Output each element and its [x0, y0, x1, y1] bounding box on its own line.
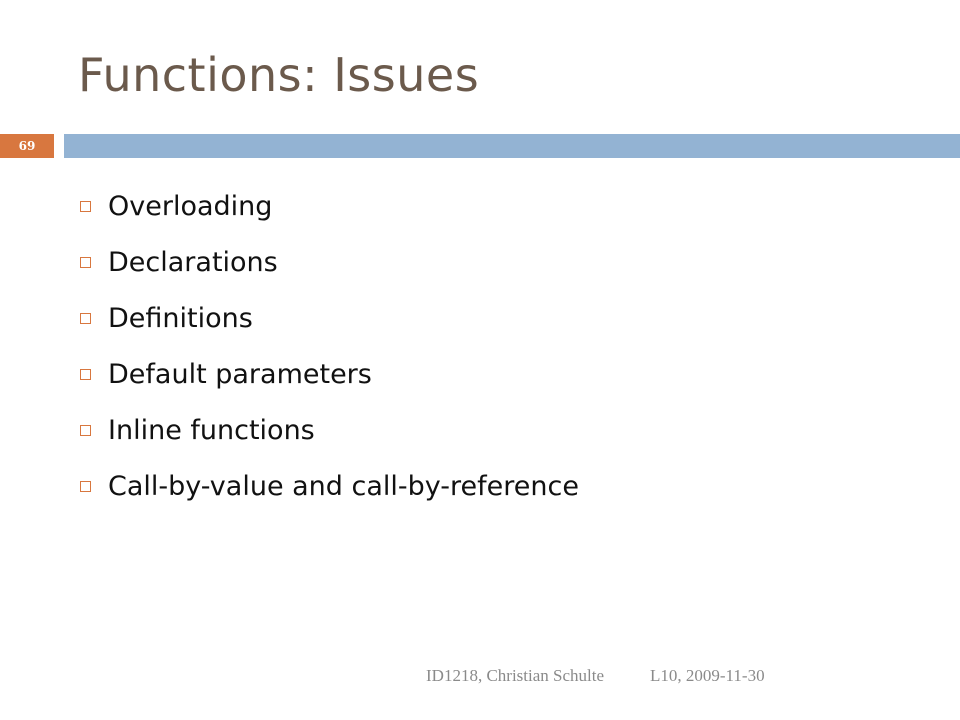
header-rule-bar — [64, 134, 960, 158]
square-bullet-icon — [80, 481, 91, 492]
bullet-text: Call-by-value and call-by-reference — [108, 470, 579, 502]
bullet-text: Definitions — [108, 302, 253, 334]
slide-title: Functions: Issues — [78, 48, 480, 102]
square-bullet-icon — [80, 425, 91, 436]
bullet-item — [80, 346, 579, 402]
slide-number-badge: 69 — [0, 134, 54, 158]
bullet-item — [80, 458, 579, 514]
square-bullet-icon — [80, 369, 91, 380]
square-bullet-icon — [80, 201, 91, 212]
square-bullet-icon — [80, 313, 91, 324]
bullet-item — [80, 402, 579, 458]
bullet-text: Declarations — [108, 246, 278, 278]
bullet-item — [80, 178, 579, 234]
footer-course-author: ID1218, Christian Schulte — [426, 666, 605, 685]
bullet-text: Overloading — [108, 190, 273, 222]
bullet-item — [80, 234, 579, 290]
square-bullet-icon — [80, 257, 91, 268]
bullet-item — [80, 290, 579, 346]
bullet-text: Inline functions — [108, 414, 315, 446]
bullet-list — [80, 178, 579, 514]
bullet-text: Default parameters — [108, 358, 372, 390]
footer-lecture-date: L10, 2009-11-30 — [650, 666, 765, 685]
